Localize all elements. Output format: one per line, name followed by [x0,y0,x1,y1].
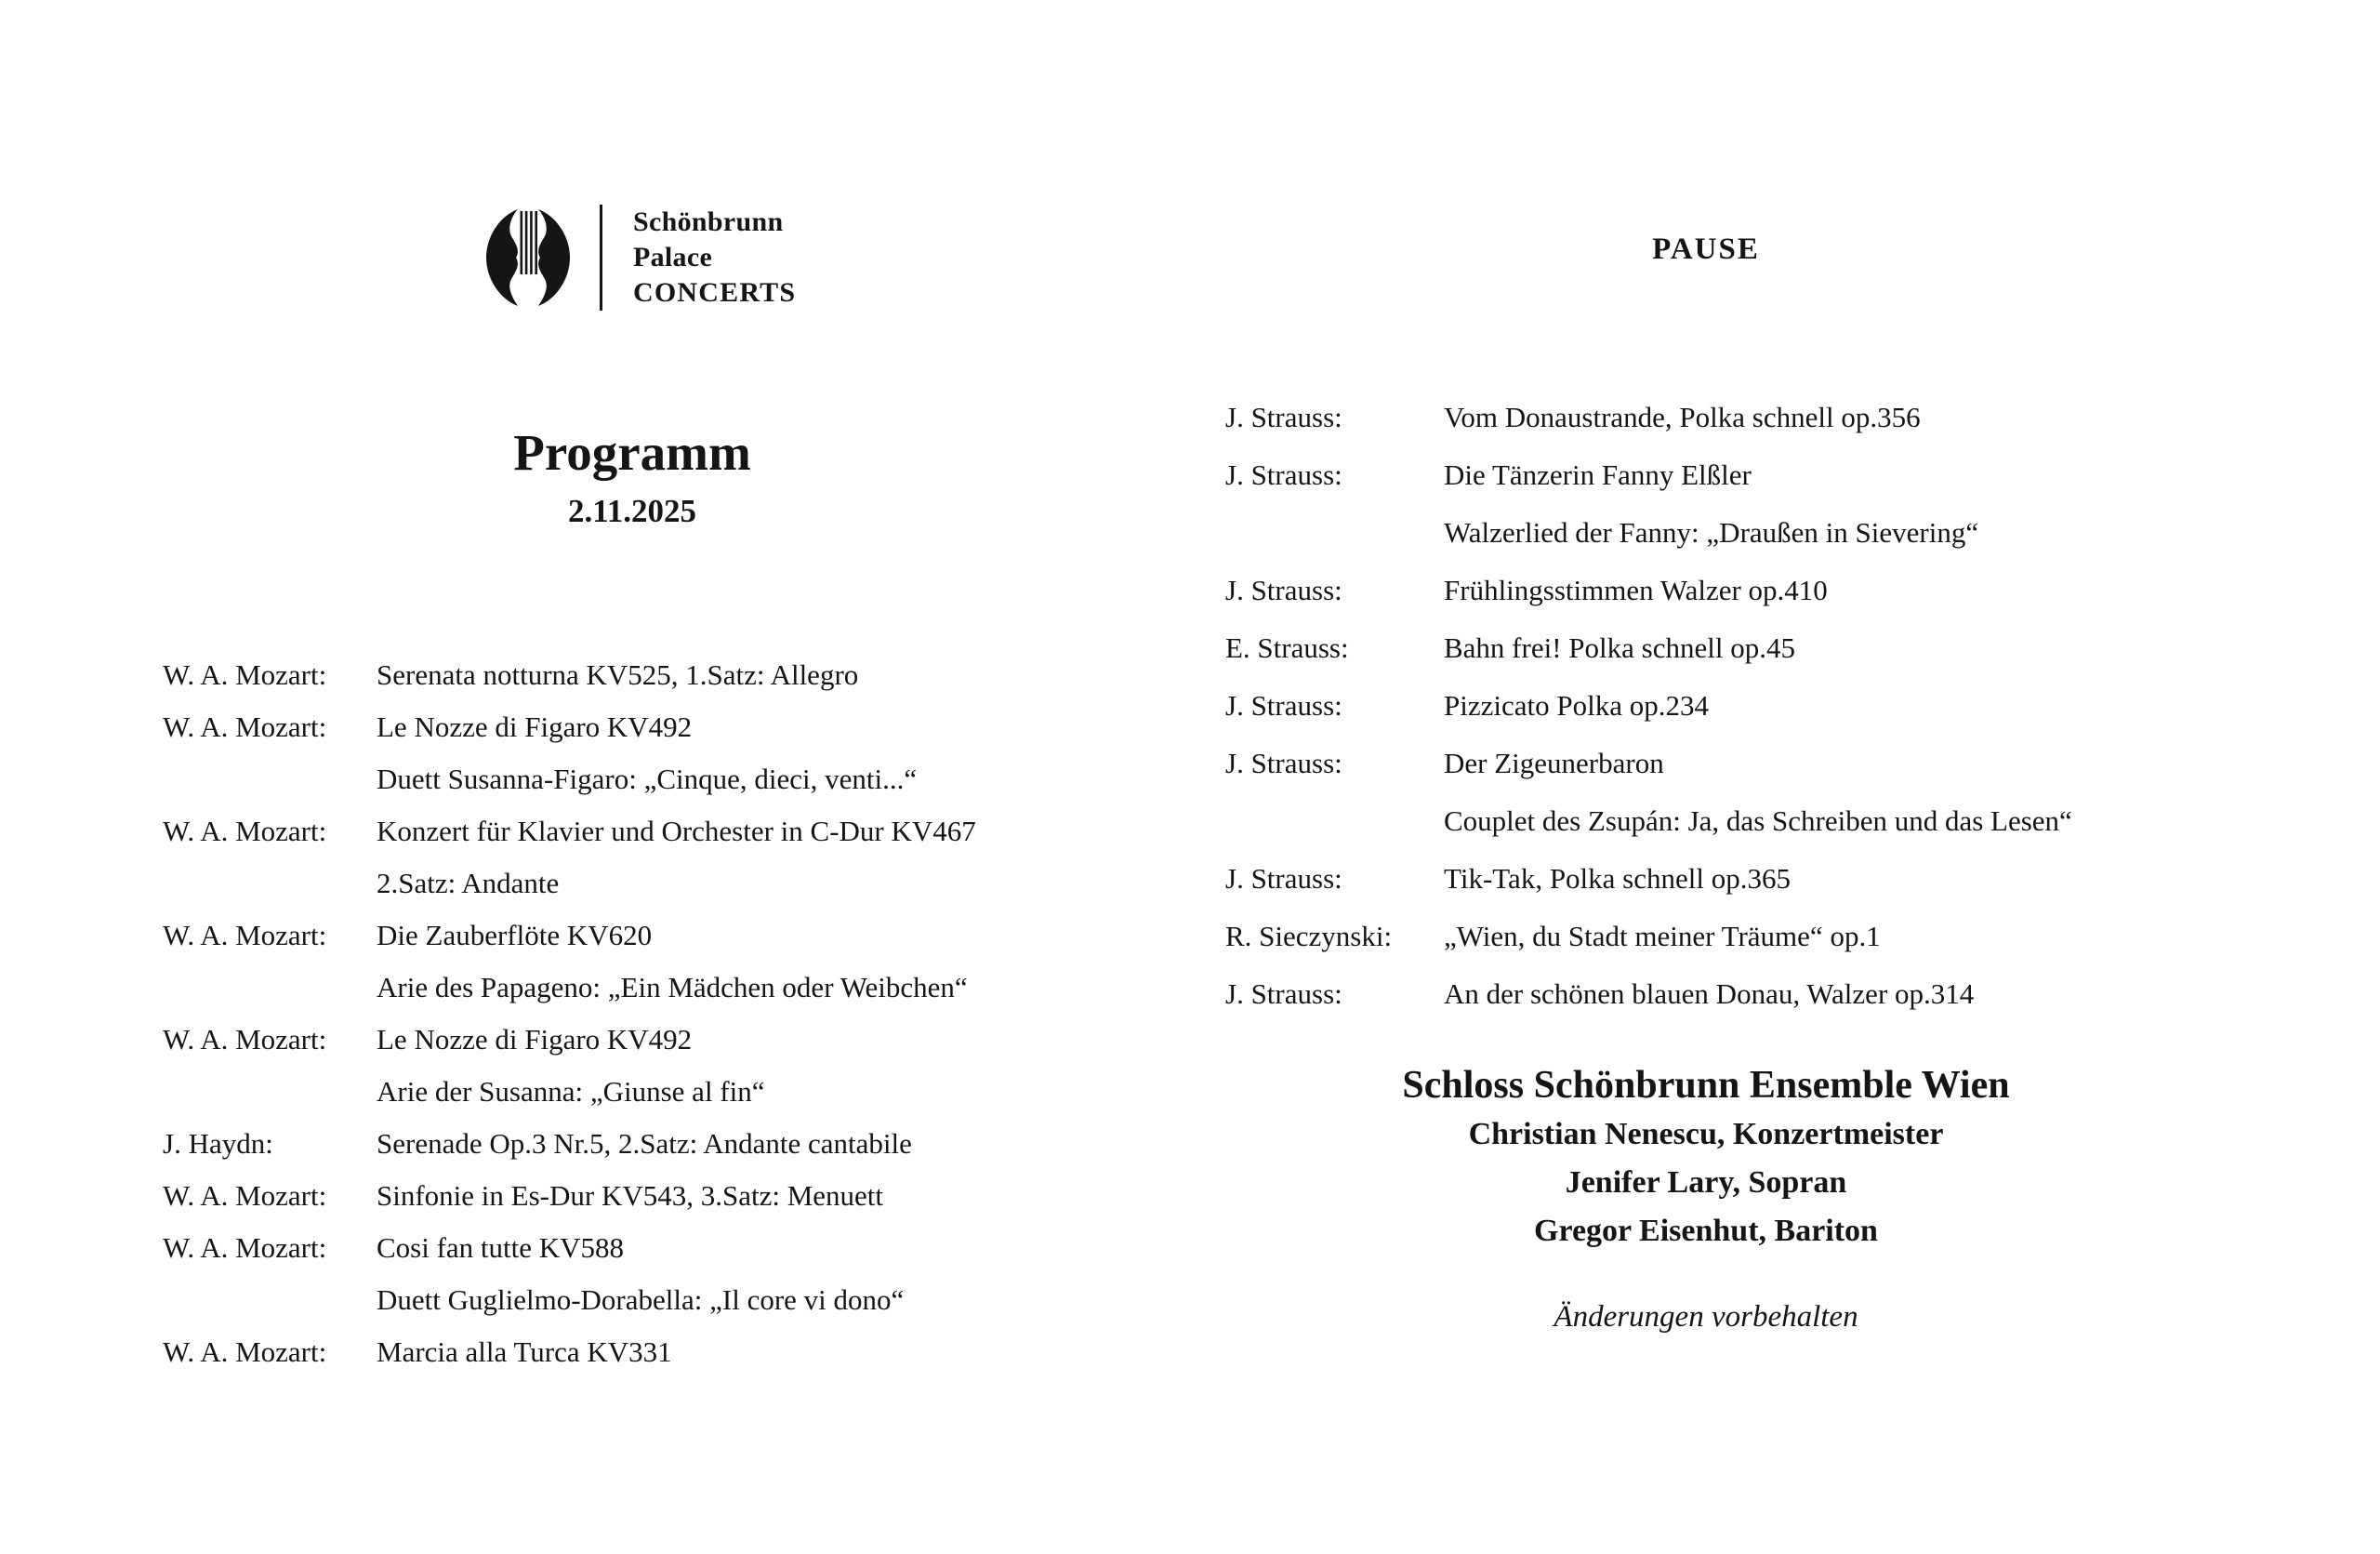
work-title: Vom Donaustrande, Polka schnell op.356 [1444,401,1921,433]
program-item [163,857,976,910]
composer-label: J. Strauss: [1225,574,1342,606]
work-title: Couplet des Zsupán: Ja, das Schreiben und das Lesen“ [1444,804,2072,837]
composer-label: J. Strauss: [1225,747,1342,779]
ensemble-member: Gregor Eisenhut, Bariton [1534,1214,1878,1248]
program-item [1225,792,2072,850]
composer-label: J. Strauss: [1225,401,1342,433]
program-item [1225,446,2072,504]
work-title: Pizzicato Polka op.234 [1444,689,1709,722]
work-title: Cosi fan tutte KV588 [377,1231,625,1264]
composer-label: W. A. Mozart: [163,919,327,951]
brand-name-line2: Palace [633,242,713,272]
work-title: Serenade Op.3 Nr.5, 2.Satz: Andante cantabile [377,1127,912,1160]
work-title: Le Nozze di Figaro KV492 [377,1023,693,1056]
program-item [1225,504,2072,562]
composer-label [1225,792,1444,850]
program-item [163,1014,976,1066]
program-item [163,1274,976,1326]
work-title: „Wien, du Stadt meiner Träume“ op.1 [1444,920,1881,952]
page-title: Programm [513,424,751,481]
ensemble-member: Christian Nenescu, Konzertmeister [1468,1117,1944,1151]
work-title: Die Zauberflöte KV620 [377,919,653,951]
program-item [163,753,976,805]
composer-label: W. A. Mozart: [163,815,327,847]
program-item [1225,908,2072,965]
brand-wordmark [633,205,796,311]
program-item [1225,735,2072,792]
program-item [163,910,976,962]
program-item [1225,850,2072,908]
program-item [1225,677,2072,735]
changes-note: Änderungen vorbehalten [1554,1300,1858,1334]
ensemble-credits [1199,1060,2213,1255]
composer-label: W. A. Mozart: [163,711,327,743]
work-title: 2.Satz: Andante [377,867,560,899]
program-item [163,805,976,857]
work-title: Die Tänzerin Fanny Elßler [1444,458,1752,491]
composer-label: E. Strauss: [1225,631,1349,664]
program-item [163,701,976,753]
composer-label: W. A. Mozart: [163,658,327,691]
work-title: Sinfonie in Es-Dur KV543, 3.Satz: Menuett [377,1179,884,1212]
title-block [98,424,1167,530]
work-title: Arie des Papageno: „Ein Mädchen oder Weibchen“ [377,971,968,1003]
ensemble-name: Schloss Schönbrunn Ensemble Wien [1402,1064,2010,1107]
composer-label: J. Strauss: [1225,977,1342,1010]
program-item [163,1118,976,1170]
work-title: Serenata notturna KV525, 1.Satz: Allegro [377,658,859,691]
work-title: Frühlingsstimmen Walzer op.410 [1444,574,1828,606]
work-title: Der Zigeunerbaron [1444,747,1664,779]
work-title: Le Nozze di Figaro KV492 [377,711,693,743]
pause-heading: PAUSE [1652,232,1760,266]
composer-label: W. A. Mozart: [163,1023,327,1056]
composer-label: W. A. Mozart: [163,1179,327,1212]
program-item [1225,389,2072,446]
work-title: Duett Guglielmo-Dorabella: „Il core vi dono“ [377,1283,905,1316]
brand-name-line3: CONCERTS [633,277,797,308]
program-item [163,1170,976,1222]
program-list-first-half [163,649,976,1378]
program-item [163,649,976,701]
work-title: Duett Susanna-Figaro: „Cinque, dieci, venti...“ [377,763,918,795]
composer-label: W. A. Mozart: [163,1335,327,1368]
program-list-second-half [1225,389,2072,1023]
composer-label [163,1274,377,1326]
brand-header [480,205,796,311]
brand-divider [600,205,602,311]
program-item [163,1222,976,1274]
work-title: Konzert für Klavier und Orchester in C-Dur KV467 [377,815,976,847]
work-title: Arie der Susanna: „Giunse al fin“ [377,1075,765,1108]
composer-label: J. Strauss: [1225,458,1342,491]
concert-date: 2.11.2025 [567,493,697,529]
work-title: Walzerlied der Fanny: „Draußen in Sievering“ [1444,516,1979,549]
composer-label [163,962,377,1014]
composer-label: J. Strauss: [1225,862,1342,895]
composer-label: J. Haydn: [163,1127,273,1160]
violin-strings-logo-icon [480,206,576,309]
composer-label: J. Strauss: [1225,689,1342,722]
program-item [163,1326,976,1378]
composer-label [1225,504,1444,562]
program-item [1225,619,2072,677]
program-item [163,1066,976,1118]
program-item [163,962,976,1014]
composer-label [163,1066,377,1118]
composer-label [163,857,377,910]
work-title: An der schönen blauen Donau, Walzer op.314 [1444,977,1975,1010]
work-title: Bahn frei! Polka schnell op.45 [1444,631,1795,664]
composer-label: W. A. Mozart: [163,1231,327,1264]
ensemble-member: Jenifer Lary, Sopran [1565,1165,1847,1200]
work-title: Marcia alla Turca KV331 [377,1335,672,1368]
work-title: Tik-Tak, Polka schnell op.365 [1444,862,1791,895]
brand-name-line1: Schönbrunn [633,206,784,237]
program-item [1225,965,2072,1023]
program-item [1225,562,2072,619]
composer-label [163,753,377,805]
composer-label: R. Sieczynski: [1225,920,1393,952]
